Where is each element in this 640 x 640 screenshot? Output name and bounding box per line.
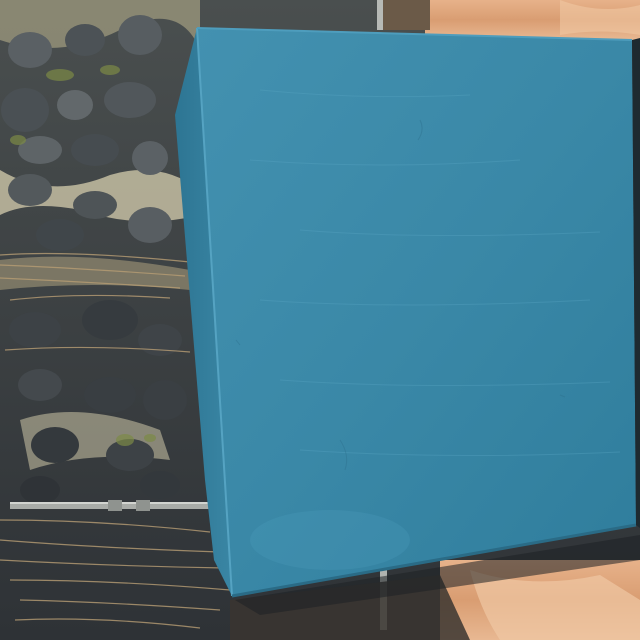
box-front-face (197, 28, 636, 596)
blue-box (175, 28, 640, 596)
